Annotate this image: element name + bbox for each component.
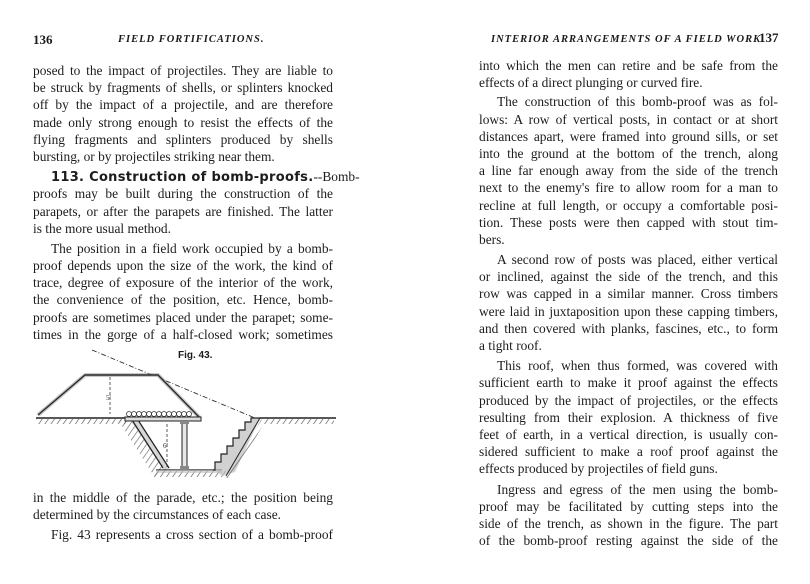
text-line: The construction of this bomb-proof was as fol- <box>497 94 778 110</box>
text-line: bursting, or by projectiles striking near them. <box>33 148 275 164</box>
text-line: effects produced by projectiles of field guns. <box>479 461 718 477</box>
dimension-label-6ft: 6' <box>163 442 168 450</box>
text-line: A second row of posts was placed, either vertical <box>497 252 778 268</box>
text-line: sufficient earth to make it proof against the effects <box>479 375 778 391</box>
text-line: proof depends upon the size of the work, the kind of <box>33 258 333 274</box>
text-line: proofs may be built during the construction of the <box>33 186 333 202</box>
text-line: a line far enough away from the side of the trench <box>479 163 778 179</box>
text-line: feet of earth, in a vertical direction, is usually con- <box>479 426 778 442</box>
section-heading: 113. Construction of bomb-proofs. <box>51 170 314 186</box>
right-text <box>479 57 778 549</box>
text-line: distances apart, were framed into ground sills, or set <box>479 128 778 144</box>
dimension-label-5ft: 5' <box>106 394 111 402</box>
text-line: into which the men can retire and be safe from the <box>479 58 778 73</box>
running-head-title: FIELD FORTIFICATIONS. <box>118 34 265 45</box>
text-line: the convenience of the position, etc. Hence, bomb- <box>33 292 333 308</box>
text-line: proofs are sometimes placed under the parapet; some- <box>33 309 333 325</box>
text-line: tion. These posts were then capped with stout tim- <box>479 214 778 230</box>
left-text-top <box>33 62 360 343</box>
text-line: determined by the circumstances of each case. <box>33 507 281 523</box>
page-number: 137 <box>759 30 779 45</box>
running-head-title: INTERIOR ARRANGEMENTS OF A FIELD WORK. <box>491 34 765 45</box>
text-line: off by the impact of a projectile, and are therefore <box>33 97 333 113</box>
text-line: sidered sufficient to make a roof proof against the <box>479 444 778 460</box>
text-line: is the more usual method. <box>33 220 171 236</box>
page-number: 136 <box>33 32 53 47</box>
text-line: effects of a direct plunging or curved fire. <box>479 75 703 91</box>
text-line: flying fragments and splinters produced by shells <box>33 131 333 147</box>
text-line: recline at full length, or occupy a comfortable posi- <box>479 197 778 213</box>
text-line: produced by the impact of projectiles, or the effects <box>479 392 778 408</box>
section-heading-line <box>33 168 360 186</box>
text-line: were laid in juxtaposition upon these capping timbers, <box>479 303 778 319</box>
figure-43 <box>30 340 370 480</box>
text-line: This roof, when thus formed, was covered with <box>497 358 778 374</box>
text-line: lows: A row of vertical posts, in contact or at short <box>479 111 778 127</box>
text-line: be struck by fragments of shells, or splinters knocked <box>33 80 333 96</box>
text-line: Ingress and egress of the men using the bomb- <box>497 481 778 497</box>
text-line: in the middle of the parade, etc.; the position being <box>33 490 333 505</box>
right-running-head <box>491 30 779 46</box>
text-line: next to the enemy's fire to allow room for a man to <box>479 180 778 196</box>
text-line: posed to the impact of projectiles. They are liable to <box>33 63 333 78</box>
left-running-head <box>33 32 265 48</box>
text-line: row was capped in a similar manner. Cross timbers <box>479 286 778 302</box>
text-line: trace, degree of exposure of the interior of the work, <box>33 275 333 291</box>
text-line: of the bomb-proof resting against the side of the <box>479 533 778 549</box>
text-line: The position in a field work occupied by a bomb- <box>51 240 333 256</box>
bomb-proof-cross-section-diagram <box>30 340 370 480</box>
left-page <box>0 0 400 584</box>
text-line: Fig. 43 represents a cross section of a bomb-proof <box>51 527 333 543</box>
text-line: times in the gorge of a half-closed work; sometimes <box>33 326 333 342</box>
text-line: side of the trench, as shown in the figure. The part <box>479 515 778 531</box>
right-page <box>400 0 810 584</box>
text-line: and then covered with planks, fascines, etc., to form <box>479 320 778 336</box>
text-line: made only strong enough to resist the effects of the <box>33 114 333 130</box>
text-line: proof may be facilitated by cutting steps into the <box>479 498 778 514</box>
text-line: a tight roof. <box>479 338 542 353</box>
left-text-bottom <box>33 489 333 544</box>
text-line: into the ground at the bottom of the trench, along <box>479 145 778 161</box>
text-line: parapets, or after the parapets are finished. The latter <box>33 203 333 219</box>
text-line: or inclined, against the side of the trench, and this <box>479 269 778 285</box>
roof-logs <box>127 412 192 417</box>
text-line: resulting from their explosion. A thickness of five <box>479 409 778 425</box>
text-line: bers. <box>479 231 505 247</box>
section-heading-rest: --Bomb- <box>313 169 360 185</box>
figure-caption: Fig. 43. <box>178 350 213 361</box>
